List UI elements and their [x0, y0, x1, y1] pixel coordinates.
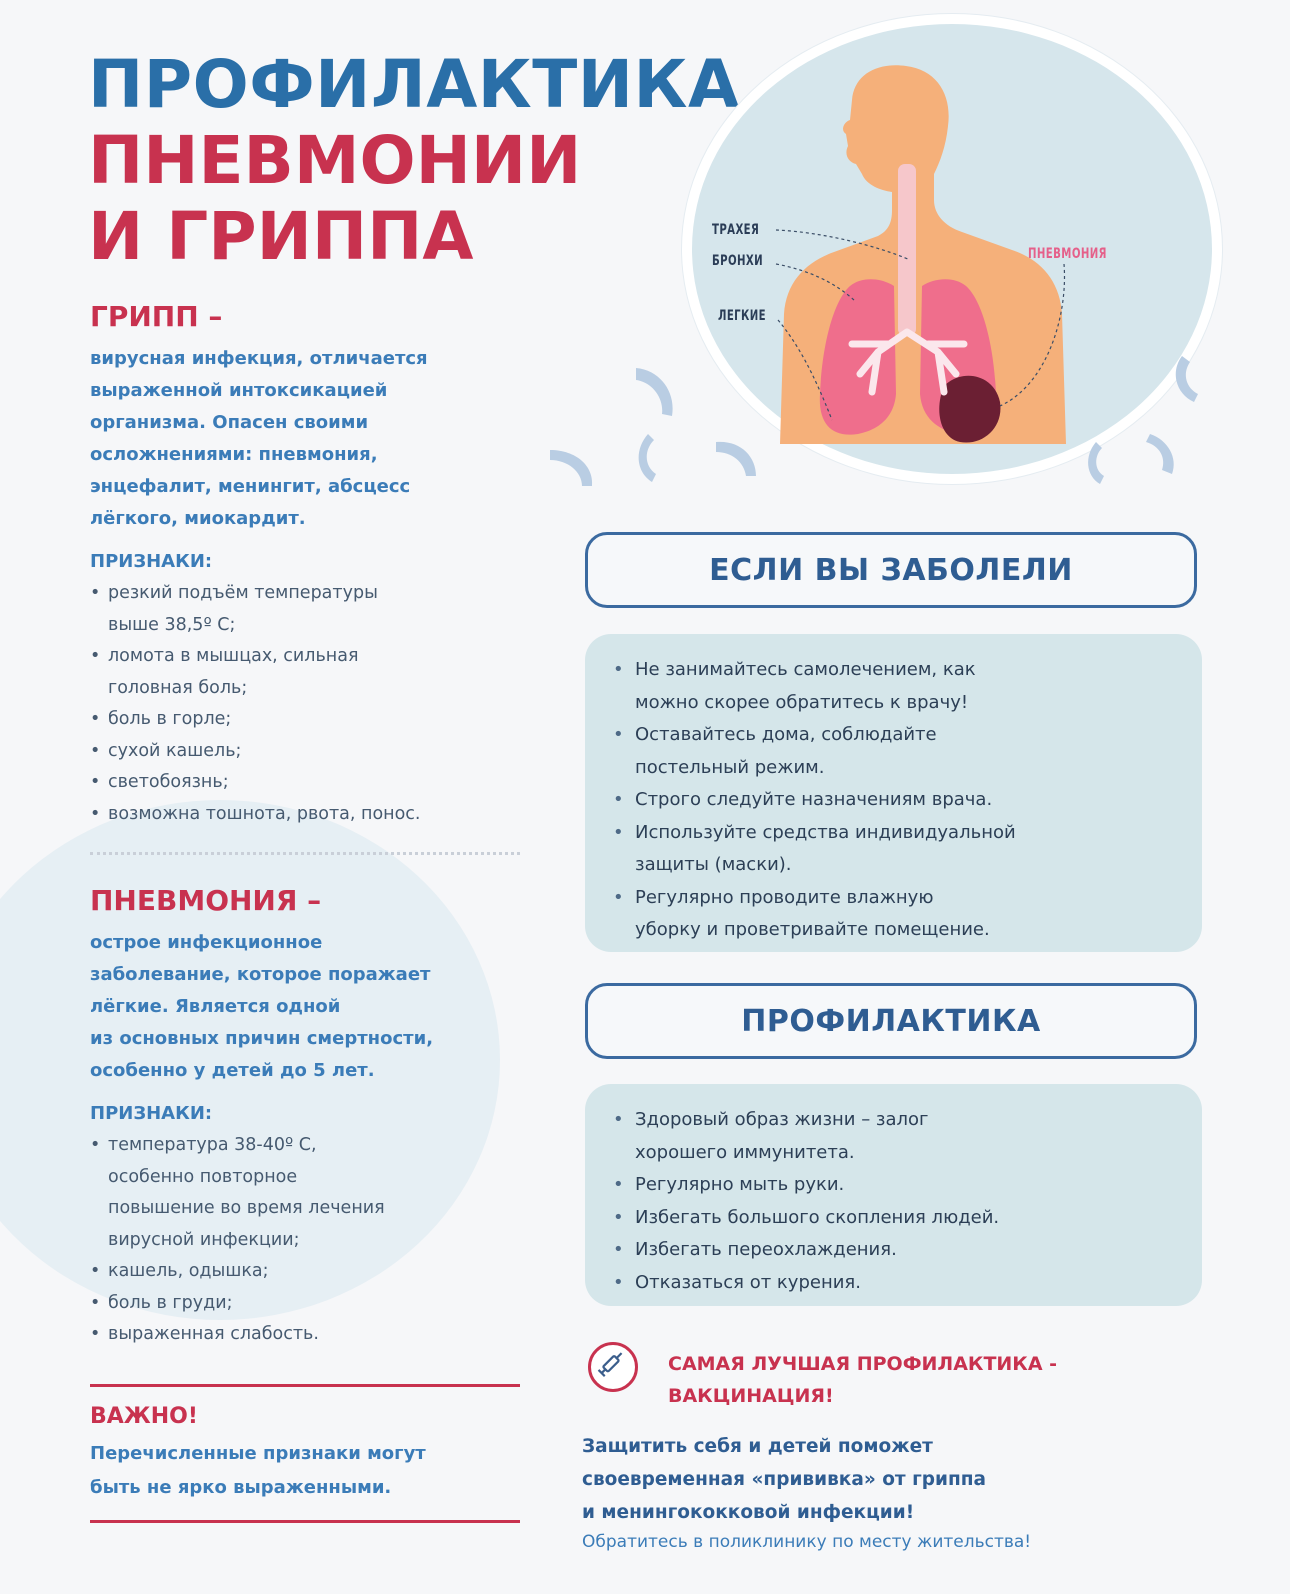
list-item: • кашель, одышка;	[90, 1256, 540, 1288]
list-item-continuation: уборку и проветривайте помещение.	[635, 919, 990, 940]
list-item-continuation: хорошего иммунитета.	[635, 1141, 855, 1163]
list-item-continuation: вирусной инфекции;	[108, 1229, 300, 1250]
vaccination-heading-line: ВАКЦИНАЦИЯ!	[668, 1385, 834, 1407]
crescent-shape	[1176, 356, 1198, 402]
pneumonia-desc-line: лёгкие. Является одной	[90, 996, 341, 1017]
list-item: • возможна тошнота, рвота, понос.	[90, 799, 540, 831]
if-sick-box	[585, 634, 1202, 952]
vaccination-line: Защитить себя и детей поможет	[582, 1436, 933, 1457]
prevention-box	[585, 1084, 1202, 1306]
important-heading: ВАЖНО!	[90, 1404, 198, 1429]
vaccination-text	[582, 1430, 986, 1529]
if-sick-list	[613, 654, 1174, 947]
vaccination-note: Обратитесь в поликлинику по месту жительства!	[582, 1532, 1032, 1552]
list-item: • боль в горле;	[90, 704, 540, 736]
flu-desc-line: выраженной интоксикацией	[90, 380, 388, 401]
syringe-icon	[588, 1342, 638, 1392]
pneumonia-desc-line: из основных причин смертности,	[90, 1028, 434, 1049]
crescent-shape	[1088, 442, 1104, 484]
vaccination-heading-line: САМАЯ ЛУЧШАЯ ПРОФИЛАКТИКА -	[668, 1353, 1058, 1375]
list-item: • температура 38-40º С,	[90, 1130, 540, 1162]
trachea	[898, 164, 916, 336]
label-lungs: ЛЕГКИЕ	[718, 308, 767, 324]
list-item-continuation: головная боль;	[108, 677, 248, 698]
pneumonia-heading: ПНЕВМОНИЯ –	[90, 884, 322, 917]
pneumonia-desc-line: заболевание, которое поражает	[90, 964, 431, 985]
list-item: • боль в груди;	[90, 1288, 540, 1320]
pneumonia-description	[90, 927, 540, 1087]
list-item: • Избегать большого скопления людей.	[613, 1202, 1174, 1235]
prevention-list	[613, 1104, 1174, 1299]
title-line-3: И ГРИППА	[88, 198, 474, 275]
list-item: • ломота в мышцах, сильная	[90, 641, 540, 673]
crescent-shape	[639, 434, 656, 482]
label-trachea: ТРАХЕЯ	[712, 222, 760, 238]
list-item-continuation: можно скорее обратитесь к врачу!	[635, 691, 969, 713]
list-item: • Не занимайтесь самолечением, как	[613, 654, 1174, 687]
label-bronchi: БРОНХИ	[712, 253, 764, 269]
list-item: • Строго следуйте назначениям врача.	[613, 784, 1174, 817]
red-divider-bottom	[90, 1520, 520, 1523]
flu-description	[90, 343, 540, 535]
pneumonia-desc-line: особенно у детей до 5 лет.	[90, 1060, 375, 1081]
vaccination-heading	[668, 1348, 1057, 1412]
list-item: • Оставайтесь дома, соблюдайте	[613, 719, 1174, 752]
title-line-2: ПНЕВМОНИИ	[88, 122, 582, 199]
crescent-shape	[1146, 434, 1174, 474]
list-item: • Здоровый образ жизни – залог	[613, 1104, 1174, 1137]
list-item-continuation: повышение во время лечения	[108, 1198, 385, 1218]
important-line: Перечисленные признаки могут	[90, 1443, 426, 1464]
flu-signs-heading: ПРИЗНАКИ:	[90, 551, 213, 572]
list-item: • Отказаться от курения.	[613, 1267, 1174, 1300]
vaccination-line: своевременная «прививка» от гриппа	[582, 1469, 987, 1490]
important-line: быть не ярко выраженными.	[90, 1477, 392, 1498]
red-divider-top	[90, 1384, 520, 1387]
flu-desc-line: вирусная инфекция, отличается	[90, 348, 428, 369]
flu-signs-list	[90, 578, 540, 830]
flu-desc-line: лёгкого, миокардит.	[90, 508, 306, 529]
list-item-continuation: постельный режим.	[635, 756, 825, 778]
title-line-1: ПРОФИЛАКТИКА	[88, 46, 740, 123]
list-item: • Регулярно мыть руки.	[613, 1169, 1174, 1202]
poster-title	[88, 46, 740, 275]
crescent-shape	[550, 450, 592, 486]
pneumonia-signs-heading: ПРИЗНАКИ:	[90, 1103, 213, 1124]
flu-heading: ГРИПП –	[90, 300, 223, 333]
prevention-heading: ПРОФИЛАКТИКА	[585, 983, 1197, 1059]
list-item-continuation: выше 38,5º С;	[108, 614, 236, 635]
flu-desc-line: организма. Опасен своими	[90, 412, 369, 433]
list-item: • Регулярно проводите влажную	[613, 882, 1174, 915]
list-item: • Используйте средства индивидуальной	[613, 817, 1174, 850]
pneumonia-desc-line: острое инфекционное	[90, 932, 323, 953]
list-item-continuation: защиты (маски).	[635, 854, 792, 875]
crescent-shape	[636, 368, 673, 416]
label-pneumonia: ПНЕВМОНИЯ	[1028, 246, 1107, 262]
vaccination-line: и менингококковой инфекции!	[582, 1502, 915, 1523]
if-sick-heading: ЕСЛИ ВЫ ЗАБОЛЕЛИ	[585, 532, 1197, 608]
dotted-divider	[90, 852, 520, 855]
crescent-shape	[716, 442, 756, 476]
list-item: • сухой кашель;	[90, 736, 540, 768]
flu-desc-line: энцефалит, менингит, абсцесс	[90, 476, 411, 497]
list-item: • Избегать переохлаждения.	[613, 1234, 1174, 1267]
important-section	[90, 1404, 540, 1505]
flu-desc-line: осложнениями: пневмония,	[90, 444, 378, 465]
important-text	[90, 1437, 540, 1505]
list-item-continuation: особенно повторное	[108, 1166, 298, 1187]
pneumonia-section	[90, 884, 540, 1351]
decorative-crescents	[540, 350, 1260, 510]
list-item: • выраженная слабость.	[90, 1319, 540, 1351]
list-item: • светобоязнь;	[90, 767, 540, 799]
flu-section	[90, 300, 540, 830]
list-item: • резкий подъём температуры	[90, 578, 540, 610]
pneumonia-signs-list	[90, 1130, 540, 1351]
